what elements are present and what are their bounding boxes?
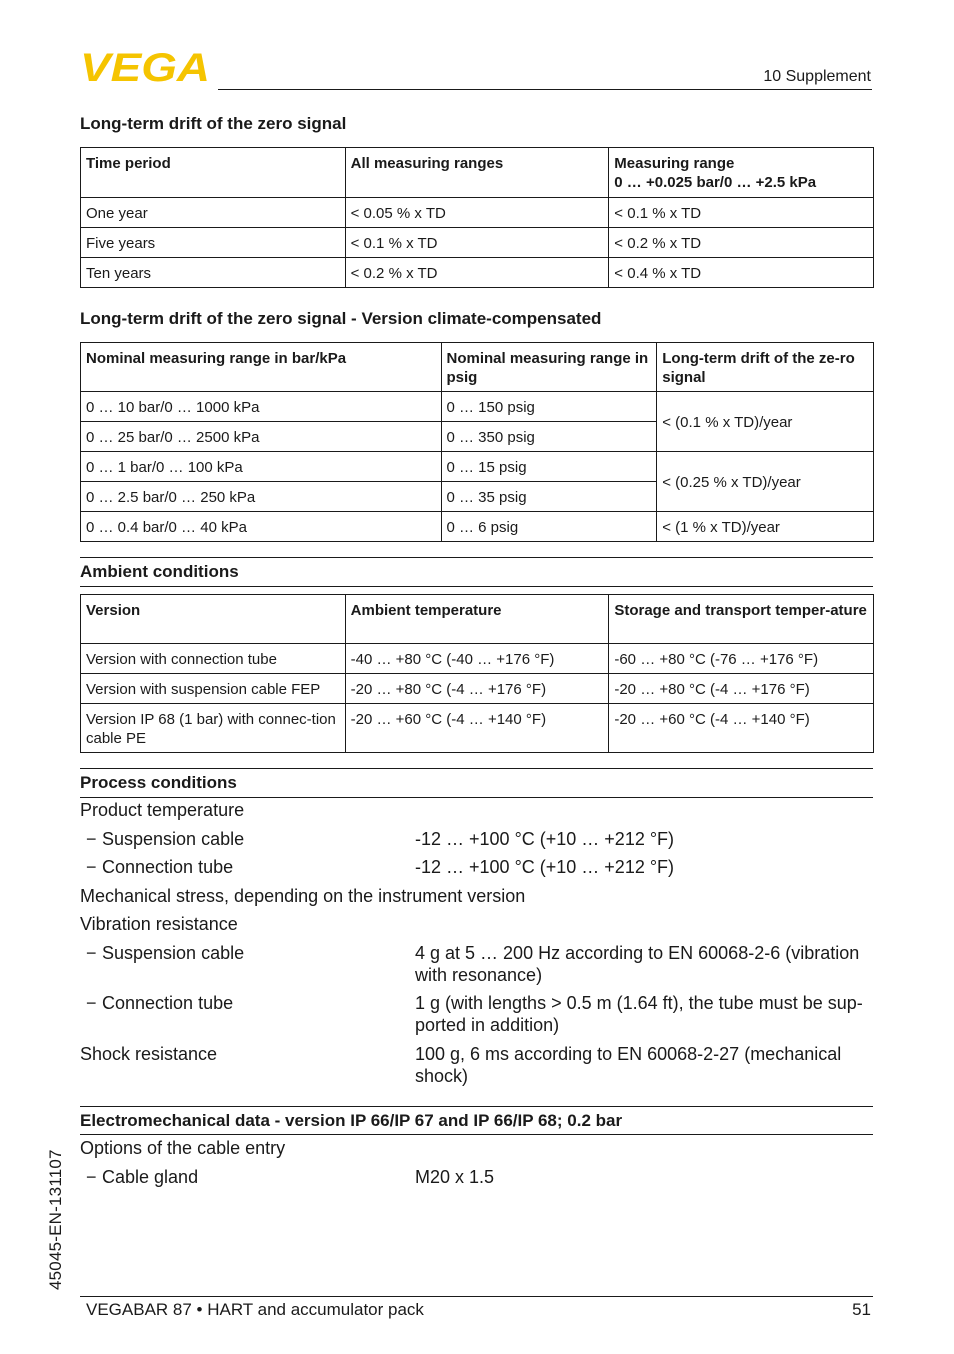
header-cell: All measuring ranges — [345, 148, 609, 198]
header-section: 10 Supplement — [763, 68, 871, 85]
table-header-row — [81, 148, 874, 198]
table-cell: -20 … +60 °C (-4 … +140 °F) — [345, 704, 609, 753]
table-cell: 0 … 6 psig — [441, 512, 657, 542]
footer-title: VEGABAR 87 • HART and accumulator pack — [86, 1300, 424, 1319]
table-cell: < 0.2 % x TD — [609, 228, 874, 258]
table-cell: 0 … 350 psig — [441, 422, 657, 452]
header-cell: Ambient temperature — [345, 595, 609, 644]
table-row — [81, 228, 874, 258]
table-cell: 0 … 25 bar/0 … 2500 kPa — [81, 422, 442, 452]
product-temperature-label: Product temperature — [80, 800, 245, 820]
table-row — [81, 392, 874, 422]
table-cell: -20 … +60 °C (-4 … +140 °F) — [609, 704, 874, 753]
header-cell: Time period — [81, 148, 346, 198]
suspension-temp-value: -12 … +100 °C (+10 … +212 °F) — [415, 829, 675, 849]
table-cell: -20 … +80 °C (-4 … +176 °F) — [345, 674, 609, 704]
cable-gland-value: M20 x 1.5 — [415, 1167, 495, 1187]
table-row — [81, 258, 874, 288]
ambient-table — [80, 594, 874, 753]
table-cell: 0 … 10 bar/0 … 1000 kPa — [81, 392, 442, 422]
tube-temp-value: -12 … +100 °C (+10 … +212 °F) — [415, 857, 675, 877]
vibration-resistance-label: Vibration resistance — [80, 914, 238, 934]
table-cell: < 0.2 % x TD — [345, 258, 609, 288]
electromech-title: Electromechanical data - version IP 66/IP 67 and IP 66/IP 68; 0.2 bar — [80, 1111, 623, 1130]
table-cell: 0 … 150 psig — [441, 392, 657, 422]
zero-drift-title: Long-term drift of the zero signal — [80, 114, 347, 133]
table-cell: < (0.1 % x TD)/year — [657, 392, 874, 452]
header-cell: Storage and transport temper-ature — [609, 595, 874, 644]
header-cell: Version — [81, 595, 346, 644]
table-cell: 0 … 35 psig — [441, 482, 657, 512]
climate-drift-title: Long-term drift of the zero signal - Version climate-compensated — [80, 309, 602, 328]
vega-logo — [80, 50, 212, 84]
table-cell: Version with connection tube — [81, 644, 346, 674]
document-code: 45045-EN-131107 — [46, 1149, 65, 1290]
cable-gland-label: − Cable gland — [86, 1167, 199, 1187]
ambient-title: Ambient conditions — [80, 562, 239, 581]
mechanical-stress-label: Mechanical stress, depending on the instrument version — [80, 886, 526, 906]
table-cell: -40 … +80 °C (-40 … +176 °F) — [345, 644, 609, 674]
section-rule — [80, 557, 873, 558]
process-title: Process conditions — [80, 773, 237, 792]
table-cell: < (1 % x TD)/year — [657, 512, 874, 542]
header-cell: Measuring range 0 … +0.025 bar/0 … +2.5 kPa — [609, 148, 874, 198]
table-row — [81, 704, 874, 753]
table-header-row — [81, 343, 874, 392]
logo-text: VEGA — [80, 50, 210, 84]
page-number: 51 — [852, 1300, 871, 1319]
table-row — [81, 674, 874, 704]
section-rule — [80, 1134, 873, 1135]
climate-drift-table — [80, 342, 874, 542]
table-row — [81, 512, 874, 542]
vib-tube-label: − Connection tube — [86, 993, 234, 1013]
suspension-cable-label: − Suspension cable — [86, 829, 245, 849]
table-cell: 0 … 15 psig — [441, 452, 657, 482]
vib-suspension-value: 4 g at 5 … 200 Hz according to EN 60068-2-6 (vibration with resonance) — [415, 943, 860, 985]
table-cell: 0 … 1 bar/0 … 100 kPa — [81, 452, 442, 482]
table-cell: < 0.1 % x TD — [609, 198, 874, 228]
table-row — [81, 198, 874, 228]
table-cell: -60 … +80 °C (-76 … +176 °F) — [609, 644, 874, 674]
table-cell: One year — [81, 198, 346, 228]
section-rule — [80, 586, 873, 587]
table-header-row — [81, 595, 874, 644]
table-cell: Five years — [81, 228, 346, 258]
vib-suspension-label: − Suspension cable — [86, 943, 245, 963]
table-cell: < (0.25 % x TD)/year — [657, 452, 874, 512]
cable-entry-label: Options of the cable entry — [80, 1138, 286, 1158]
table-cell: Version IP 68 (1 bar) with connec-tion cable PE — [81, 704, 346, 753]
table-cell: 0 … 2.5 bar/0 … 250 kPa — [81, 482, 442, 512]
header-cell: Nominal measuring range in bar/kPa — [81, 343, 442, 392]
table-row — [81, 452, 874, 482]
header-cell: Long-term drift of the ze-ro signal — [657, 343, 874, 392]
section-rule — [80, 768, 873, 769]
table-cell: < 0.1 % x TD — [345, 228, 609, 258]
header-cell: Nominal measuring range in psig — [441, 343, 657, 392]
shock-resistance-label: Shock resistance — [80, 1044, 218, 1064]
table-cell: < 0.4 % x TD — [609, 258, 874, 288]
zero-drift-table — [80, 147, 874, 288]
table-cell: < 0.05 % x TD — [345, 198, 609, 228]
connection-tube-label: − Connection tube — [86, 857, 234, 877]
section-rule — [80, 797, 873, 798]
table-cell: Version with suspension cable FEP — [81, 674, 346, 704]
section-rule — [80, 1106, 873, 1107]
table-cell: Ten years — [81, 258, 346, 288]
vib-tube-value: 1 g (with lengths > 0.5 m (1.64 ft), the tube must be sup-ported in addition) — [415, 993, 863, 1035]
table-cell: -20 … +80 °C (-4 … +176 °F) — [609, 674, 874, 704]
footer-rule — [80, 1296, 873, 1297]
table-row — [81, 644, 874, 674]
table-cell: 0 … 0.4 bar/0 … 40 kPa — [81, 512, 442, 542]
shock-value: 100 g, 6 ms according to EN 60068-2-27 (mechanical shock) — [415, 1044, 842, 1086]
header-rule — [218, 89, 872, 90]
